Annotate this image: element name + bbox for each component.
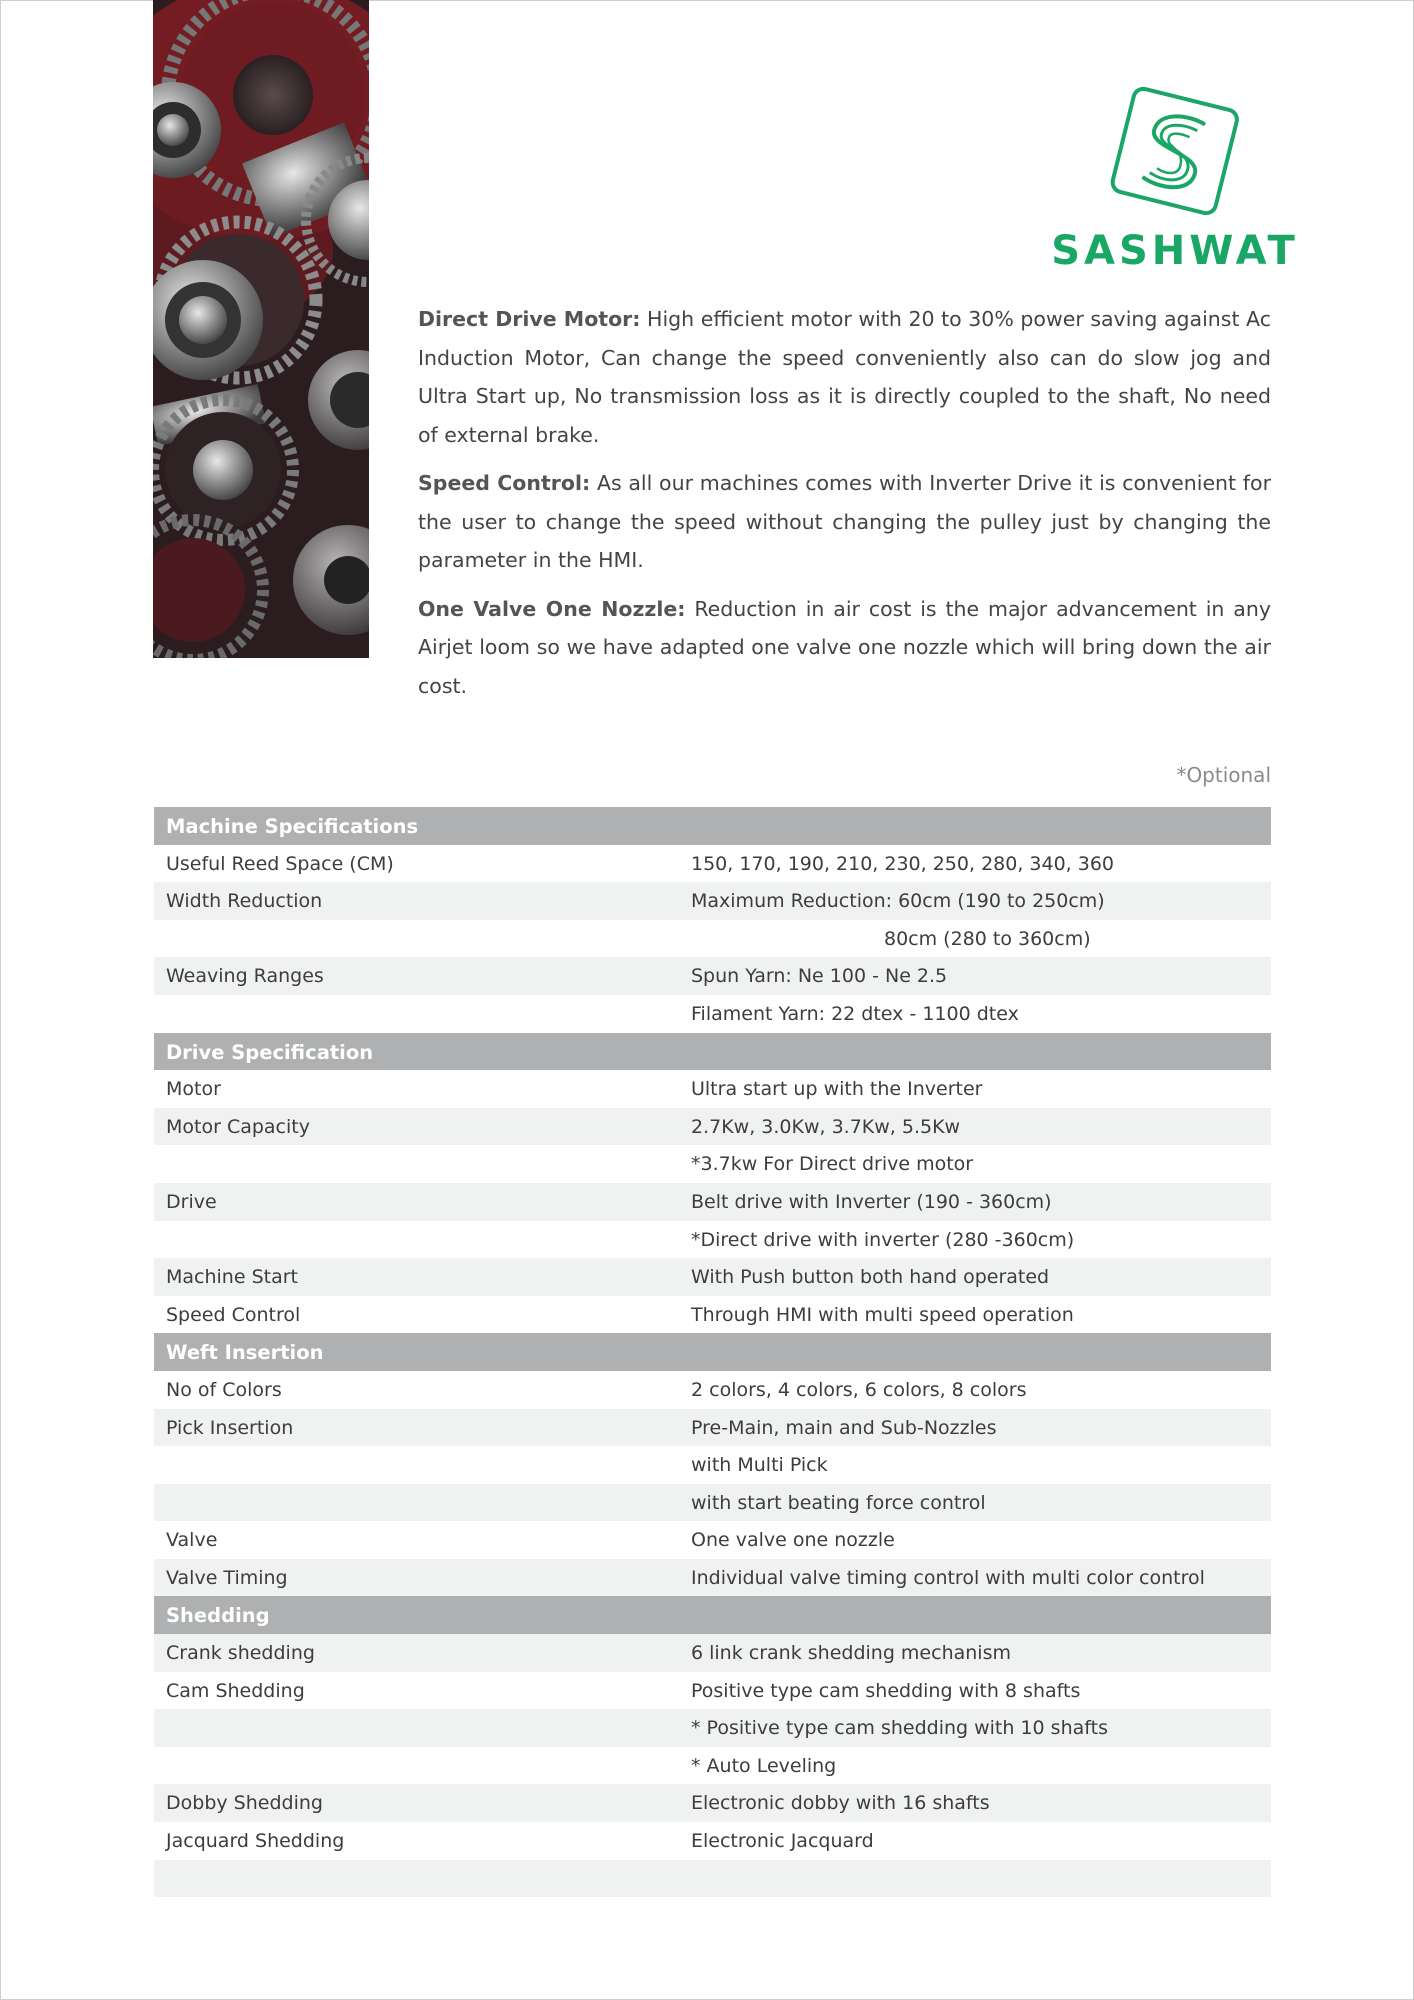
- spec-row: [154, 1860, 1271, 1898]
- spec-row: [154, 1221, 1271, 1259]
- spec-row: [154, 1822, 1271, 1860]
- feature-heading: Direct Drive Motor:: [418, 307, 641, 331]
- spec-value: Spun Yarn: Ne 100 - Ne 2.5: [691, 965, 948, 988]
- spec-label: Crank shedding: [166, 1642, 315, 1665]
- machinery-gears-image: [153, 0, 369, 658]
- spec-row: [154, 1446, 1271, 1484]
- spec-row: [154, 1484, 1271, 1522]
- spec-label: Valve Timing: [166, 1566, 288, 1589]
- feature-text: High efficient motor with 20 to 30% power saving against Ac Induction Motor, Can change the speed conveniently also can do slow jog and Ultra Start up, No transmission loss as it is directly coupled to the shaft, No need of external brake.: [418, 307, 1271, 447]
- spec-label: Cam Shedding: [166, 1679, 305, 1702]
- feature-heading: One Valve One Nozzle:: [418, 596, 686, 621]
- spec-value: 2.7Kw, 3.0Kw, 3.7Kw, 5.5Kw: [691, 1115, 961, 1138]
- feature-text: Reduction in air cost is the major advancement in any Airjet loom so we have adapted one valve one nozzle which will bring down the air cost.: [418, 596, 1271, 698]
- sashwat-logo-icon: [1110, 80, 1240, 220]
- spec-value: Positive type cam shedding with 8 shafts: [691, 1679, 1081, 1702]
- section-header-row: [154, 1333, 1271, 1371]
- spec-value: 150, 170, 190, 210, 230, 250, 280, 340, 360: [691, 852, 1115, 875]
- spec-label: Drive: [166, 1190, 217, 1213]
- spec-row: [154, 920, 1271, 958]
- section-title: Drive Specification: [166, 1040, 374, 1064]
- spec-row: [154, 882, 1271, 920]
- spec-value: Ultra start up with the Inverter: [691, 1078, 983, 1101]
- brand-name: SASHWAT: [1051, 228, 1299, 274]
- spec-label: Width Reduction: [166, 890, 323, 913]
- spec-label: Useful Reed Space (CM): [166, 852, 394, 875]
- spec-value: Pre-Main, main and Sub-Nozzles: [691, 1416, 997, 1439]
- sashwat-logo: [1030, 80, 1320, 280]
- spec-value: Filament Yarn: 22 dtex - 1100 dtex: [691, 1002, 1019, 1025]
- spec-row: [154, 1409, 1271, 1447]
- spec-label: Speed Control: [166, 1303, 301, 1326]
- spec-row: [154, 1371, 1271, 1409]
- spec-label: Dobby Shedding: [166, 1792, 323, 1815]
- spec-row: [154, 1672, 1271, 1710]
- section-title: Machine Specifications: [166, 815, 419, 838]
- spec-row: [154, 995, 1271, 1033]
- spec-value: Individual valve timing control with multi color control: [691, 1566, 1205, 1589]
- spec-row: [154, 1145, 1271, 1183]
- spec-value: Maximum Reduction: 60cm (190 to 250cm): [691, 890, 1105, 913]
- spec-row: [154, 1559, 1271, 1597]
- section-header-row: [154, 1596, 1271, 1634]
- section-title: Weft Insertion: [166, 1341, 324, 1365]
- spec-value: *Direct drive with inverter (280 -360cm): [691, 1228, 1075, 1251]
- feature-paragraph: [418, 300, 1271, 454]
- spec-label: Motor Capacity: [166, 1115, 310, 1138]
- spec-label: Valve: [166, 1529, 218, 1552]
- spec-value: 80cm (280 to 360cm): [884, 927, 1091, 950]
- spec-row: [154, 1070, 1271, 1108]
- spec-value: 2 colors, 4 colors, 6 colors, 8 colors: [691, 1378, 1027, 1401]
- spec-row: [154, 1709, 1271, 1747]
- spec-value: * Auto Leveling: [691, 1754, 837, 1777]
- feature-paragraph: [418, 464, 1271, 580]
- spec-label: No of Colors: [166, 1378, 282, 1401]
- feature-heading: Speed Control:: [418, 471, 591, 495]
- spec-value: Electronic Jacquard: [691, 1830, 874, 1853]
- section-header-row: [154, 807, 1271, 845]
- feature-paragraph: [418, 590, 1271, 706]
- spec-value: with start beating force control: [691, 1491, 986, 1514]
- spec-row: [154, 1521, 1271, 1559]
- spec-value: With Push button both hand operated: [691, 1266, 1050, 1289]
- spec-label: Motor: [166, 1078, 221, 1101]
- spec-value: *3.7kw For Direct drive motor: [691, 1153, 974, 1176]
- spec-row: [154, 957, 1271, 995]
- spec-row: [154, 1108, 1271, 1146]
- spec-label: Jacquard Shedding: [166, 1830, 345, 1853]
- spec-row: [154, 1784, 1271, 1822]
- spec-value: Belt drive with Inverter (190 - 360cm): [691, 1190, 1052, 1213]
- specifications-table: [154, 807, 1271, 1897]
- spec-row: [154, 845, 1271, 883]
- spec-row: [154, 1258, 1271, 1296]
- spec-value: 6 link crank shedding mechanism: [691, 1642, 1011, 1665]
- spec-label: Pick Insertion: [166, 1416, 294, 1439]
- spec-row: [154, 1634, 1271, 1672]
- spec-row: [154, 1296, 1271, 1334]
- spec-value: with Multi Pick: [691, 1454, 828, 1477]
- spec-value: One valve one nozzle: [691, 1529, 895, 1552]
- spec-row: [154, 1183, 1271, 1221]
- spec-label: Weaving Ranges: [166, 965, 324, 988]
- spec-label: Machine Start: [166, 1266, 298, 1289]
- section-header-row: [154, 1033, 1271, 1071]
- spec-row: [154, 1747, 1271, 1785]
- spec-value: Through HMI with multi speed operation: [691, 1303, 1074, 1326]
- spec-value: * Positive type cam shedding with 10 shafts: [691, 1717, 1108, 1740]
- spec-value: Electronic dobby with 16 shafts: [691, 1792, 990, 1815]
- feature-text: As all our machines comes with Inverter Drive it is convenient for the user to change the speed without changing the pulley just by changing the parameter in the HMI.: [418, 471, 1271, 572]
- feature-descriptions: [418, 300, 1271, 715]
- optional-note: *Optional: [1176, 763, 1271, 787]
- section-title: Shedding: [166, 1604, 270, 1628]
